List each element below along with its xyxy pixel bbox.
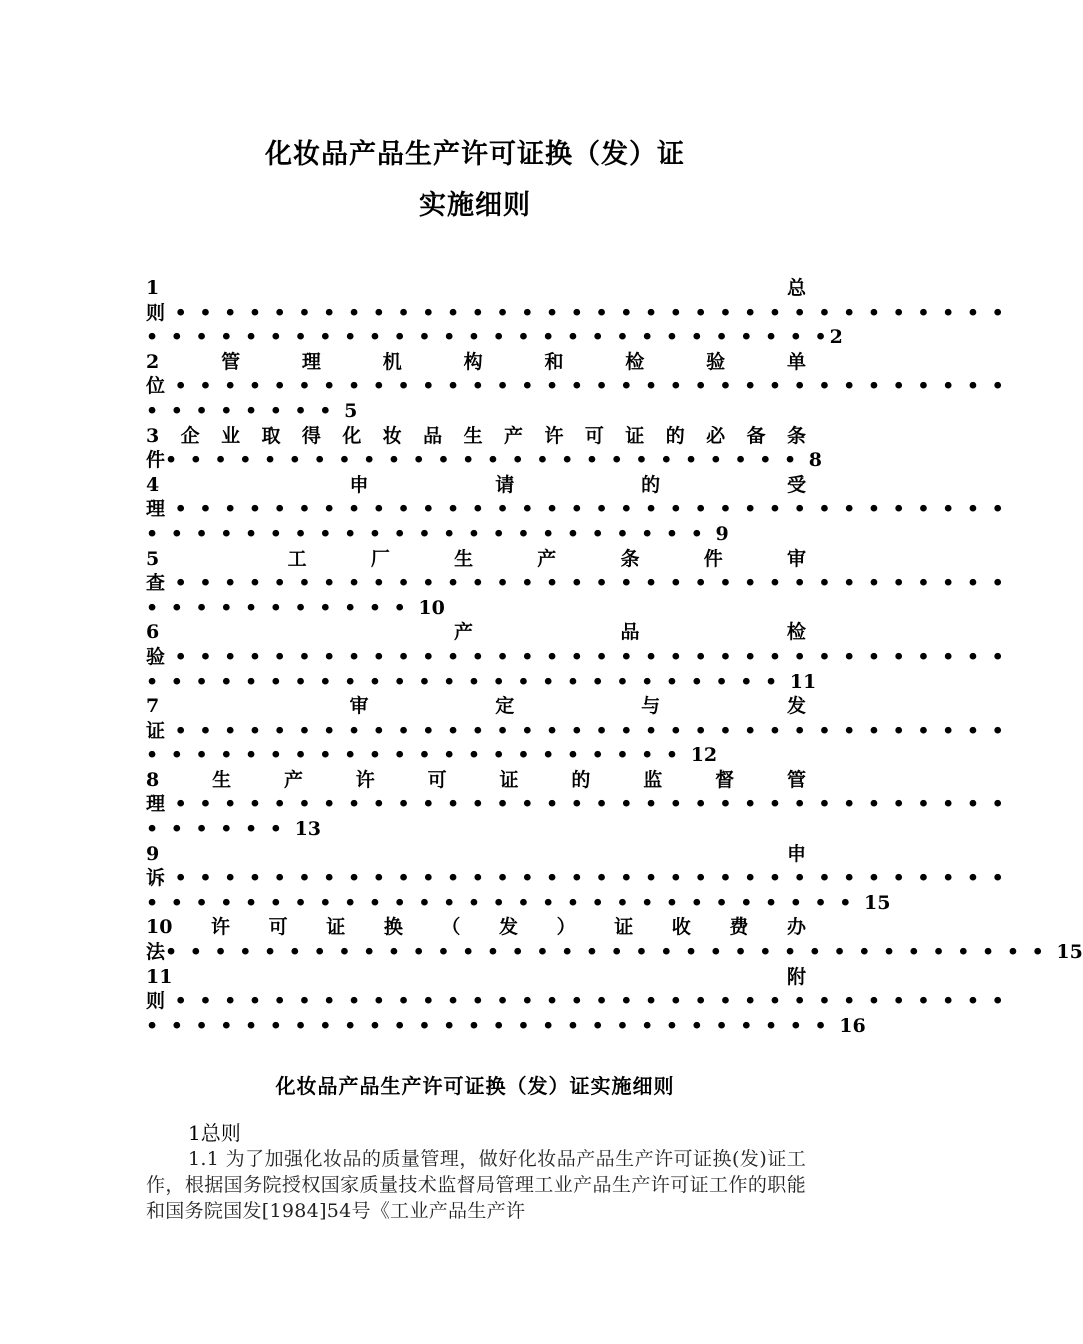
- toc-title-char: 总: [786, 277, 806, 299]
- toc-entry[interactable]: 4 申 请 的 受 理 • • • • • • • • • • • • • • • • • • • • • • • • • • • • • • • • • • • • • • • • • • • • • • • • • • • • • • • • • 9: [146, 473, 1007, 545]
- toc-page-number: 12: [690, 744, 718, 767]
- toc-entry[interactable]: 2 管 理 机 构 和 检 验 单 位 • • • • • • • • • • • • • • • • • • • • • • • • • • • • • • • • • • • • • • • • • • 5: [146, 350, 1007, 422]
- toc-number: 10: [146, 916, 173, 939]
- toc-page-number: 11: [789, 670, 817, 693]
- toc-number: 3: [146, 424, 160, 447]
- toc-page-number: 2: [829, 326, 843, 349]
- document-title-line2: 实施细则: [419, 190, 531, 221]
- toc-entry[interactable]: 6 产 品 检 验 • • • • • • • • • • • • • • • • • • • • • • • • • • • • • • • • • • • • • • • • • • • • • • • • • • • • • • • • • • • • 11: [146, 621, 1007, 693]
- toc-page-number: 15: [1056, 941, 1083, 964]
- toc-entry[interactable]: 3 企 业 取 得 化 妆 品 生 产 许 可 证 的 必 备 条 件• • • • • • • • • • • • • • • • • • • • • • • • • • 8: [146, 424, 822, 472]
- toc-page-number: 8: [808, 449, 822, 472]
- toc-number: 6: [146, 621, 160, 644]
- toc-entry[interactable]: 1 总 则 • • • • • • • • • • • • • • • • • • • • • • • • • • • • • • • • • • • • • • • • • • • • • • • • • • • • • • • • • • • • • •2: [146, 277, 1007, 349]
- body-paragraph: 1.1 为了加强化妆品的质量管理，做好化妆品产品生产许可证换(发)证工作，根据国务院授权国家质量技术监督局管理工业产品生产许可证工作的职能和国务院国发[1984]54号《工业产品生产许: [146, 1148, 806, 1222]
- toc-number: 9: [146, 842, 160, 865]
- section-title: 化妆品产品生产许可证换（发）证实施细则: [275, 1074, 675, 1098]
- toc-number: 5: [146, 547, 160, 570]
- toc-entry[interactable]: 5 工 厂 生 产 条 件 审 查 • • • • • • • • • • • • • • • • • • • • • • • • • • • • • • • • • • • • • • • • • • • • • 10: [146, 547, 1007, 619]
- toc-number: 2: [146, 350, 160, 373]
- toc-entry[interactable]: 7 审 定 与 发 证 • • • • • • • • • • • • • • • • • • • • • • • • • • • • • • • • • • • • • • • • • • • • • • • • • • • • • • • • 12: [146, 695, 1007, 767]
- toc-number: 4: [146, 473, 160, 496]
- toc-number: 1: [146, 277, 160, 299]
- toc-entry[interactable]: 10 许 可 证 换 （ 发 ） 证 收 费 办 法• • • • • • • • • • • • • • • • • • • • • • • • • • • • • • • • • • • • 15: [146, 916, 1083, 964]
- toc-page-number: 5: [344, 399, 358, 422]
- toc-page-number: 10: [418, 596, 445, 619]
- section-heading: 1总则: [188, 1121, 241, 1145]
- toc-page-number: 16: [839, 1014, 866, 1037]
- document-body: [146, 1120, 806, 1224]
- toc-number: 8: [146, 768, 160, 791]
- toc-title-char: 则: [146, 301, 166, 324]
- toc-entry[interactable]: 8 生 产 许 可 证 的 监 督 管 理 • • • • • • • • • • • • • • • • • • • • • • • • • • • • • • • • • • • • • • • • 13: [146, 768, 1007, 841]
- toc-number: 11: [146, 965, 173, 988]
- toc-page-number: 9: [715, 522, 729, 545]
- table-of-contents: [146, 276, 1083, 1038]
- document-title-line1: 化妆品产品生产许可证换（发）证: [265, 139, 685, 170]
- toc-entry[interactable]: 11 附 则 • • • • • • • • • • • • • • • • • • • • • • • • • • • • • • • • • • • • • • • • • • • • • • • • • • • • • • • • • • • • • • 16: [146, 965, 1007, 1037]
- toc-entry[interactable]: 9 申 诉 • • • • • • • • • • • • • • • • • • • • • • • • • • • • • • • • • • • • • • • • • • • • • • • • • • • • • • • • • • • • • • • 15: [146, 842, 1007, 914]
- toc-page-number: 15: [864, 891, 891, 914]
- toc-number: 7: [146, 695, 160, 718]
- toc-page-number: 13: [294, 818, 322, 841]
